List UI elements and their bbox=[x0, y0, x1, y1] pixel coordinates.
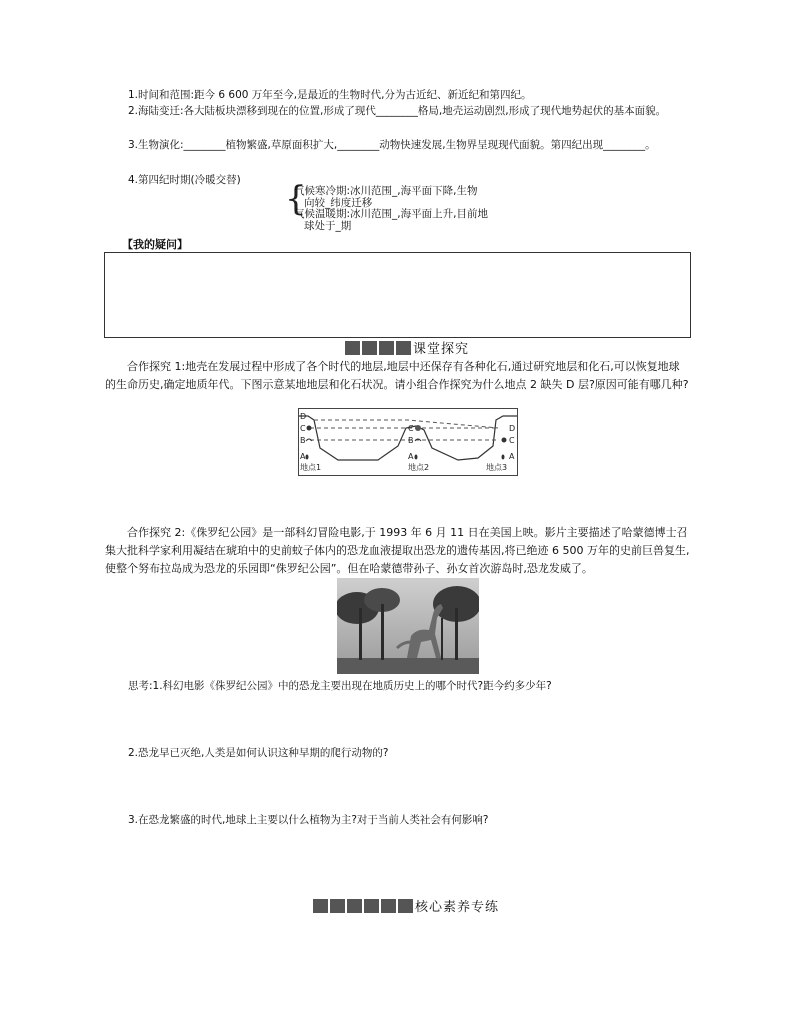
site3-label-d: D bbox=[509, 424, 516, 433]
header-decoration bbox=[313, 899, 413, 913]
site1-label-b: B bbox=[300, 436, 306, 445]
dinosaur-photo bbox=[337, 578, 479, 674]
header-decoration bbox=[345, 341, 411, 355]
site2-label-b: B bbox=[408, 436, 414, 445]
question-2: 2.恐龙早已灭绝,人类是如何认识这种早期的爬行动物的? bbox=[128, 747, 389, 759]
site2-label-a: A bbox=[408, 452, 414, 461]
cold-period-line-1: 气候寒冷期:冰川范围_,海平面下降,生物 bbox=[294, 185, 478, 197]
site3-label-a: A bbox=[509, 452, 515, 461]
fossil-c-icon bbox=[307, 426, 312, 431]
doubt-label: 【我的疑问】 bbox=[122, 238, 188, 251]
question-3: 3.在恐龙繁盛的时代,地球上主要以什么植物为主?对于当前人类社会有何影响? bbox=[128, 814, 489, 826]
question-1: 思考:1.科幻电影《侏罗纪公园》中的恐龙主要出现在地质历史上的哪个时代?距今约多少年? bbox=[128, 680, 552, 692]
strata-diagram bbox=[298, 408, 518, 476]
section-header-classroom bbox=[345, 338, 469, 357]
brace-upper: { bbox=[285, 179, 307, 219]
site1-name: 地点1 bbox=[300, 463, 322, 472]
inquiry-2-text: 合作探究 2:《侏罗纪公园》是一部科幻冒险电影,于 1993 年 6 月 11 日在美国上映。影片主要描述了哈蒙德博士召集大批科学家利用凝结在琥珀中的史前蚊子体内的恐龙血液提取出恐龙的遗传基因,将已绝迹 6 500 万年的史前巨兽复生,使整个努布拉岛成为恐龙的乐园即“侏罗纪公园”。但在哈蒙德带孙子、孙女首次游岛时,恐龙发威了。 bbox=[105, 526, 690, 575]
doubt-answer-box[interactable] bbox=[104, 252, 691, 338]
site3-fossil-a-icon bbox=[502, 455, 505, 460]
site2-name: 地点2 bbox=[408, 463, 430, 472]
section-title: 核心素养专练 bbox=[415, 900, 500, 915]
review-item-2: 2.海陆变迁:各大陆板块漂移到现在的位置,形成了现代________格局,地壳运动剧烈,形成了现代地势起伏的基本面貌。 bbox=[128, 105, 667, 117]
fossil-a-icon bbox=[306, 455, 309, 460]
warm-period-line-1: 气候温暖期:冰川范围_,海平面上升,目前地 bbox=[294, 208, 488, 220]
warm-period-line-2: 球处于_期 bbox=[304, 220, 352, 232]
site1-label-a: A bbox=[300, 452, 306, 461]
inquiry-1-text: 合作探究 1:地壳在发展过程中形成了各个时代的地层,地层中还保存有各种化石,通过研究地层和化石,可以恢复地球的生命历史,确定地质年代。下图示意某地地层和化石状况。请小组合作探究为什么地点 2 缺失 D 层?原因可能有哪几种? bbox=[105, 360, 689, 391]
cold-period-line-2: 向较_纬度迁移 bbox=[304, 197, 373, 209]
site3-label-c: C bbox=[509, 436, 515, 445]
section-header-core-practice bbox=[313, 896, 499, 915]
site2-fossil-a-icon bbox=[415, 455, 418, 460]
site1-label-c: C bbox=[300, 424, 306, 433]
review-item-4-title: 4.第四纪时期(冷暖交替) bbox=[128, 174, 241, 186]
site2-label-c: C bbox=[408, 424, 414, 433]
site3-fossil-c-icon bbox=[502, 438, 507, 443]
site2-fossil-c-icon bbox=[415, 425, 421, 431]
site3-name: 地点3 bbox=[486, 463, 508, 472]
section-title: 课堂探究 bbox=[413, 342, 470, 357]
site1-label-d: D bbox=[300, 412, 307, 421]
review-item-1: 1.时间和范围:距今 6 600 万年至今,是最近的生物时代,分为古近纪、新近纪和第四纪。 bbox=[128, 89, 532, 101]
review-item-3: 3.生物演化:________植物繁盛,草原面积扩大,________动物快速发展,生物界呈现现代面貌。第四纪出现________。 bbox=[128, 139, 656, 151]
